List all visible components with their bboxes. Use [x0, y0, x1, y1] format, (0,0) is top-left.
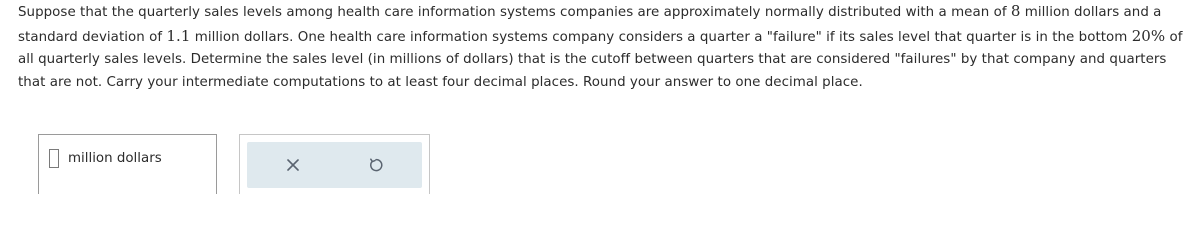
action-panel [239, 134, 430, 194]
question-text [18, 0, 1194, 94]
undo-icon [368, 157, 384, 173]
percent-value: 20% [1131, 26, 1166, 45]
question-part-3: million dollars. One health care information systems company considers a quarter a "failure" if its sales level that quarter is in the bottom [190, 29, 1132, 45]
mean-value: 8 [1010, 2, 1021, 20]
action-bar [247, 142, 422, 188]
clear-button[interactable] [278, 150, 308, 180]
unit-label: million dollars [68, 151, 162, 166]
question-part-1: Suppose that the quarterly sales levels among health care information systems companies are approximately normally distributed with a mean of [18, 5, 1011, 20]
question-part-2: million dollars and a standard deviation of [18, 5, 1162, 45]
answer-box [38, 134, 217, 194]
question-part-4: of all quarterly sales levels. Determine the sales level (in millions of dollars) that is the cutoff between quarters that are considered "failures" by that company and quarters that are not. Carry your intermediate computations to at least four decimal places. Round your answer to one decimal place. [18, 29, 1183, 90]
answer-input[interactable] [49, 149, 59, 168]
close-icon [287, 159, 299, 171]
undo-button[interactable] [361, 150, 391, 180]
sd-value: 1.1 [166, 26, 191, 45]
